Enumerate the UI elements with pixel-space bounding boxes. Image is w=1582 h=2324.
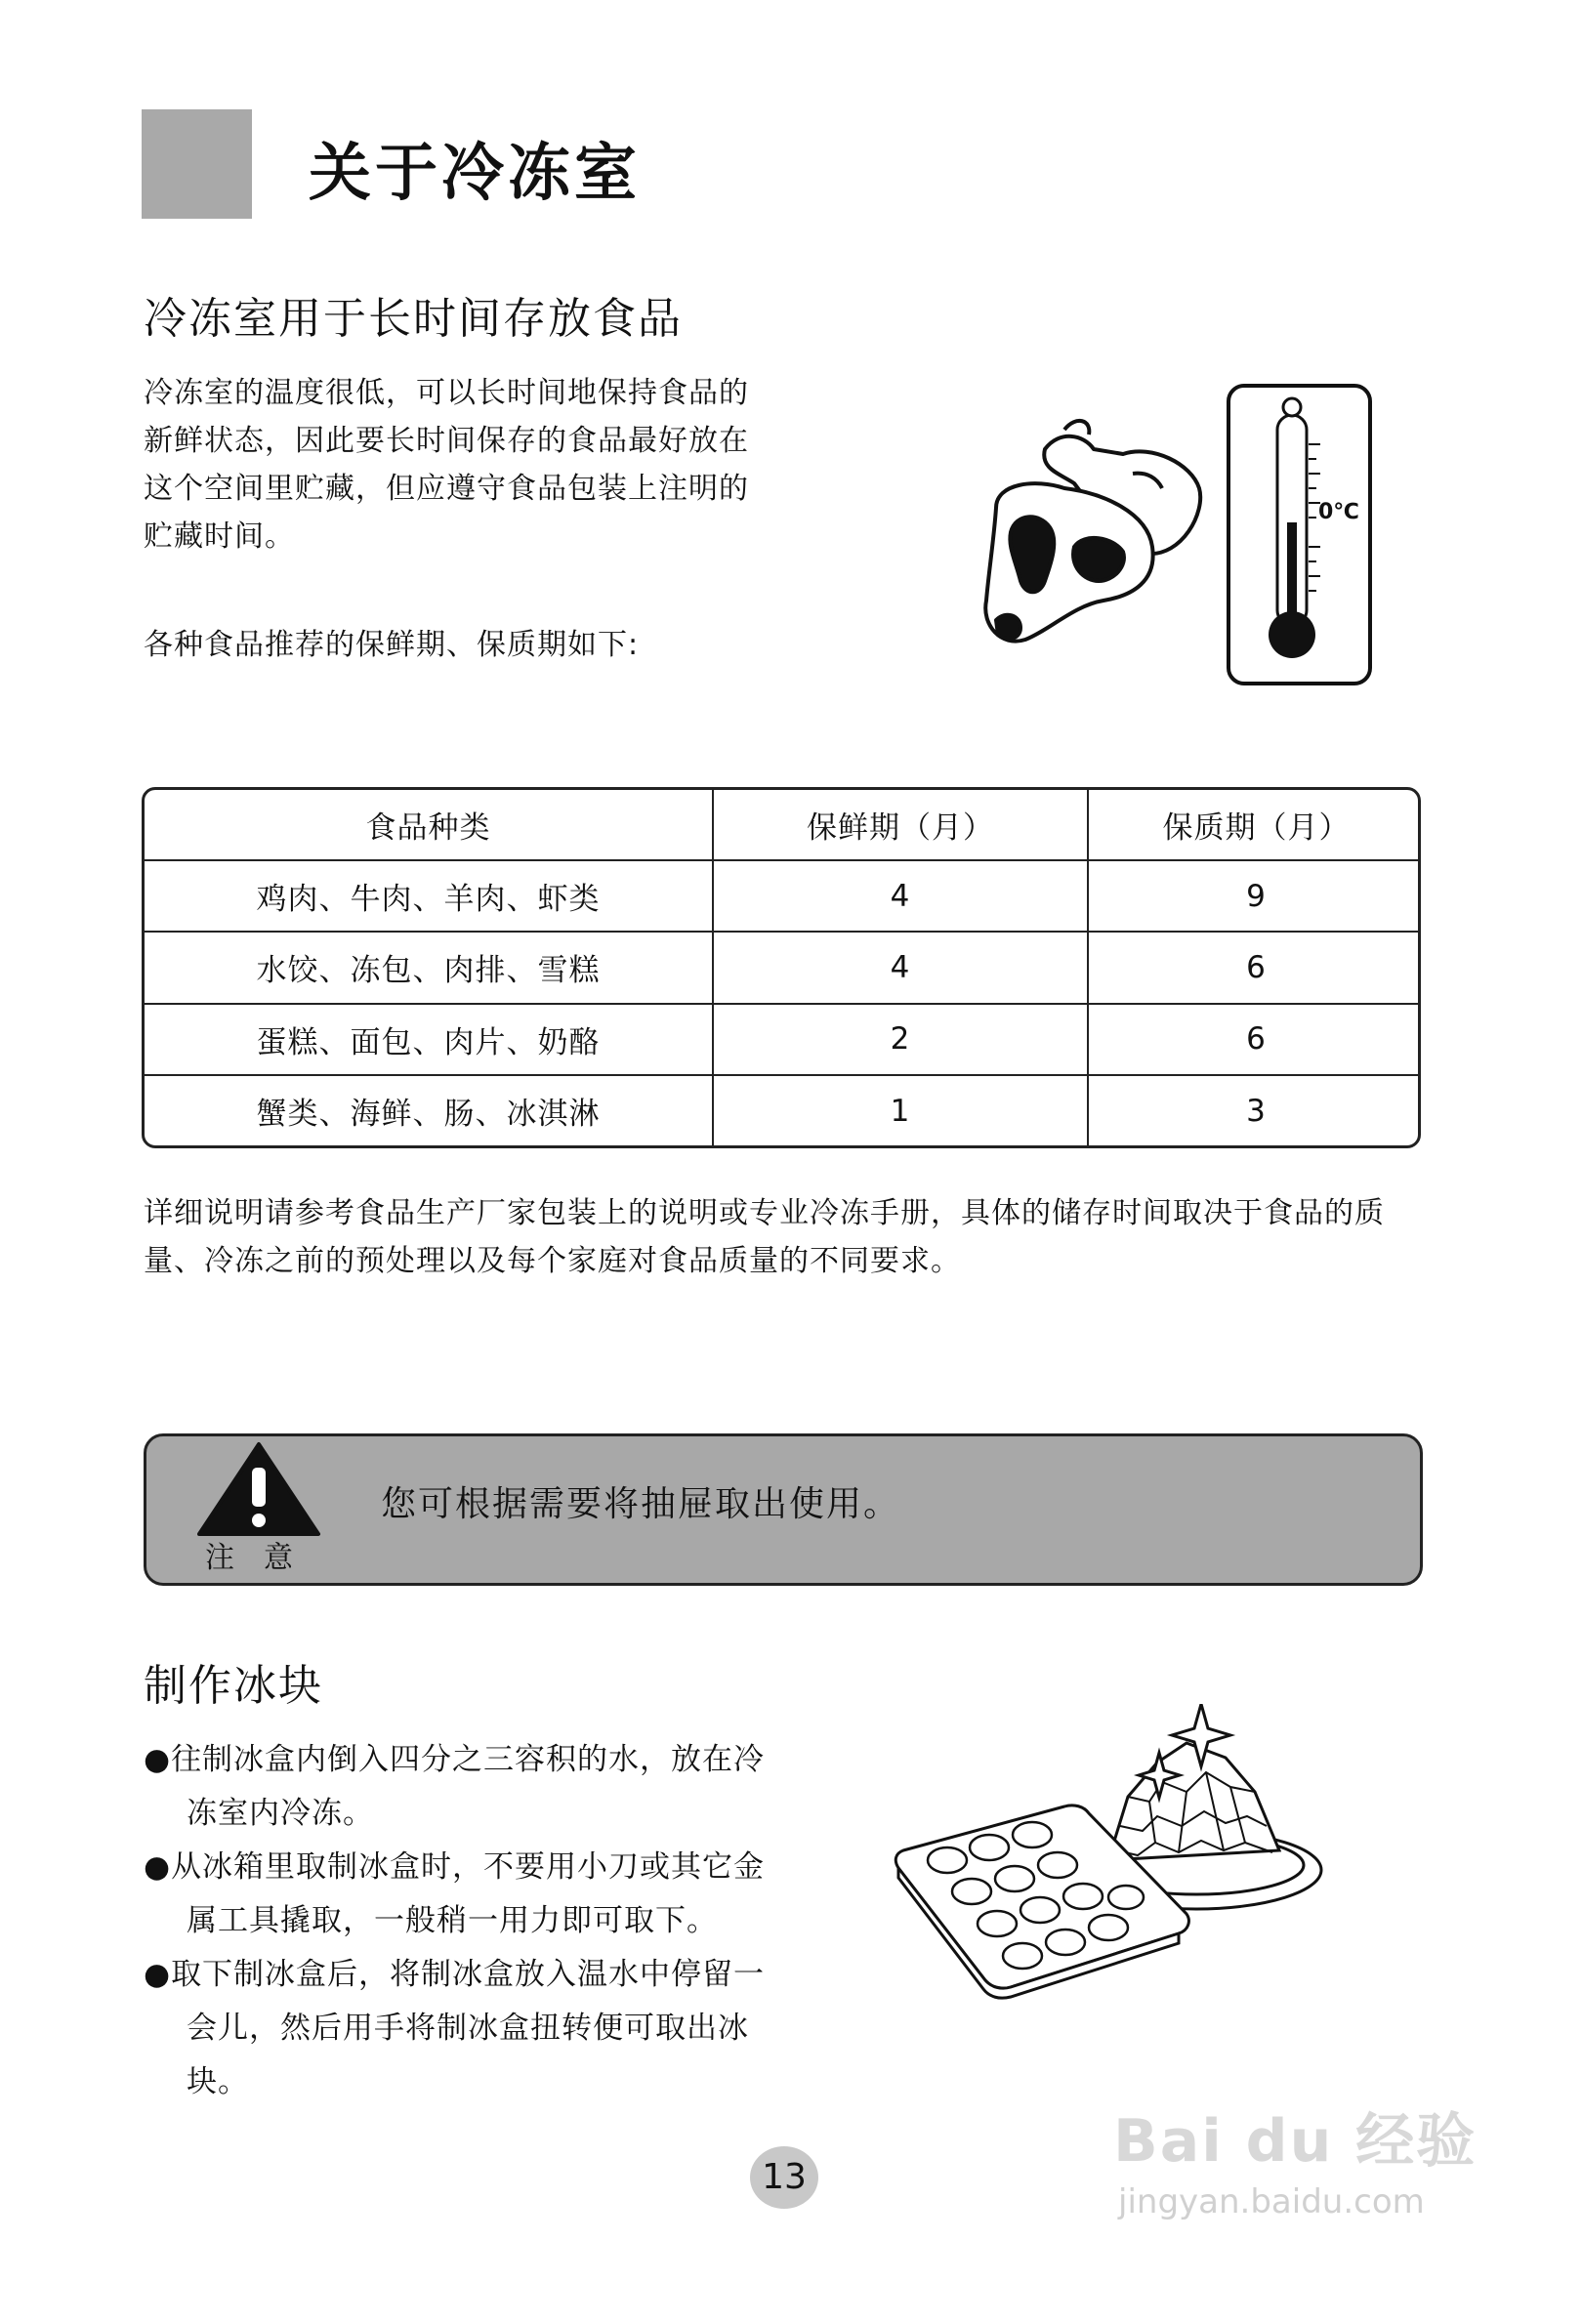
- thermometer-icon: [1228, 386, 1370, 684]
- fresh-period-cell: 4: [713, 932, 1088, 1003]
- detail-paragraph: [144, 1189, 1433, 1285]
- ice-tray-illustration: [894, 1704, 1333, 2036]
- header-food-type: 食品种类: [145, 790, 713, 860]
- warning-triangle-icon: [195, 1440, 322, 1538]
- food-storage-table: [142, 787, 1421, 1148]
- bullet-glyph: ●: [144, 1849, 172, 1885]
- shelf-life-cell: 9: [1088, 860, 1421, 932]
- shelf-life-cell: 6: [1088, 932, 1421, 1003]
- page-title: 关于冷冻室: [309, 138, 641, 210]
- shelf-life-cell: 3: [1088, 1075, 1421, 1145]
- page-number: 13: [750, 2146, 818, 2209]
- paragraph-line: 贮藏时间。: [144, 519, 295, 554]
- header-fresh-period: 保鲜期（月）: [713, 790, 1088, 860]
- fresh-period-cell: 2: [713, 1004, 1088, 1075]
- header-shelf-life: 保质期（月）: [1088, 790, 1421, 860]
- thermometer-zero-label: 0℃: [1318, 500, 1359, 524]
- fresh-period-cell: 1: [713, 1075, 1088, 1145]
- section-heading-storage: 冷冻室用于长时间存放食品: [144, 294, 683, 344]
- paragraph-line: 详细说明请参考食品生产厂家包装上的说明或专业冷冻手册，具体的储存时间取决于食品的质: [144, 1196, 1385, 1230]
- bullet-glyph: ●: [144, 1957, 172, 1992]
- table-intro: 各种食品推荐的保鲜期、保质期如下:: [144, 628, 640, 662]
- caution-label: 注意: [205, 1541, 322, 1575]
- shelf-life-cell: 6: [1088, 1004, 1421, 1075]
- food-type-cell: 蛋糕、面包、肉片、奶酪: [145, 1004, 713, 1075]
- title-block-decoration: [142, 109, 252, 219]
- food-type-cell: 水饺、冻包、肉排、雪糕: [145, 932, 713, 1003]
- table-row: [145, 1004, 1421, 1075]
- meat-thermometer-illustration: [967, 376, 1387, 693]
- table-header-row: [145, 790, 1421, 860]
- caution-text: 您可根据需要将抽屉取出使用。: [381, 1484, 901, 1524]
- list-item: ●取下制冰盒后，将制冰盒放入温水中停留一 会儿，然后用手将制冰盒扭转便可取出冰 块。: [144, 1957, 766, 2099]
- section-heading-ice: 制作冰块: [144, 1661, 323, 1711]
- table-row: [145, 932, 1421, 1003]
- baidu-watermark: Bai du 经验: [1113, 2107, 1478, 2176]
- ice-instructions-list: [144, 1733, 798, 2109]
- paragraph-line: 新鲜状态，因此要长时间保存的食品最好放在: [144, 424, 749, 458]
- paragraph-line: 冷冻室的温度很低，可以长时间地保持食品的: [144, 376, 749, 410]
- food-type-cell: 鸡肉、牛肉、羊肉、虾类: [145, 860, 713, 932]
- watermark-url: jingyan.baidu.com: [1118, 2182, 1425, 2221]
- paragraph-line: 这个空间里贮藏，但应遵守食品包装上注明的: [144, 472, 749, 506]
- fresh-period-cell: 4: [713, 860, 1088, 932]
- food-type-cell: 蟹类、海鲜、肠、冰淇淋: [145, 1075, 713, 1145]
- table-row: [145, 1075, 1421, 1145]
- list-item: ●往制冰盒内倒入四分之三容积的水，放在冷 冻室内冷冻。: [144, 1742, 766, 1831]
- bullet-glyph: ●: [144, 1742, 172, 1777]
- table-row: [145, 860, 1421, 932]
- paragraph-line: 量、冷冻之前的预处理以及每个家庭对食品质量的不同要求。: [144, 1244, 961, 1278]
- list-item: ●从冰箱里取制冰盒时，不要用小刀或其它金 属工具撬取，一般稍一用力即可取下。: [144, 1849, 766, 1938]
- storage-paragraph: [144, 369, 827, 560]
